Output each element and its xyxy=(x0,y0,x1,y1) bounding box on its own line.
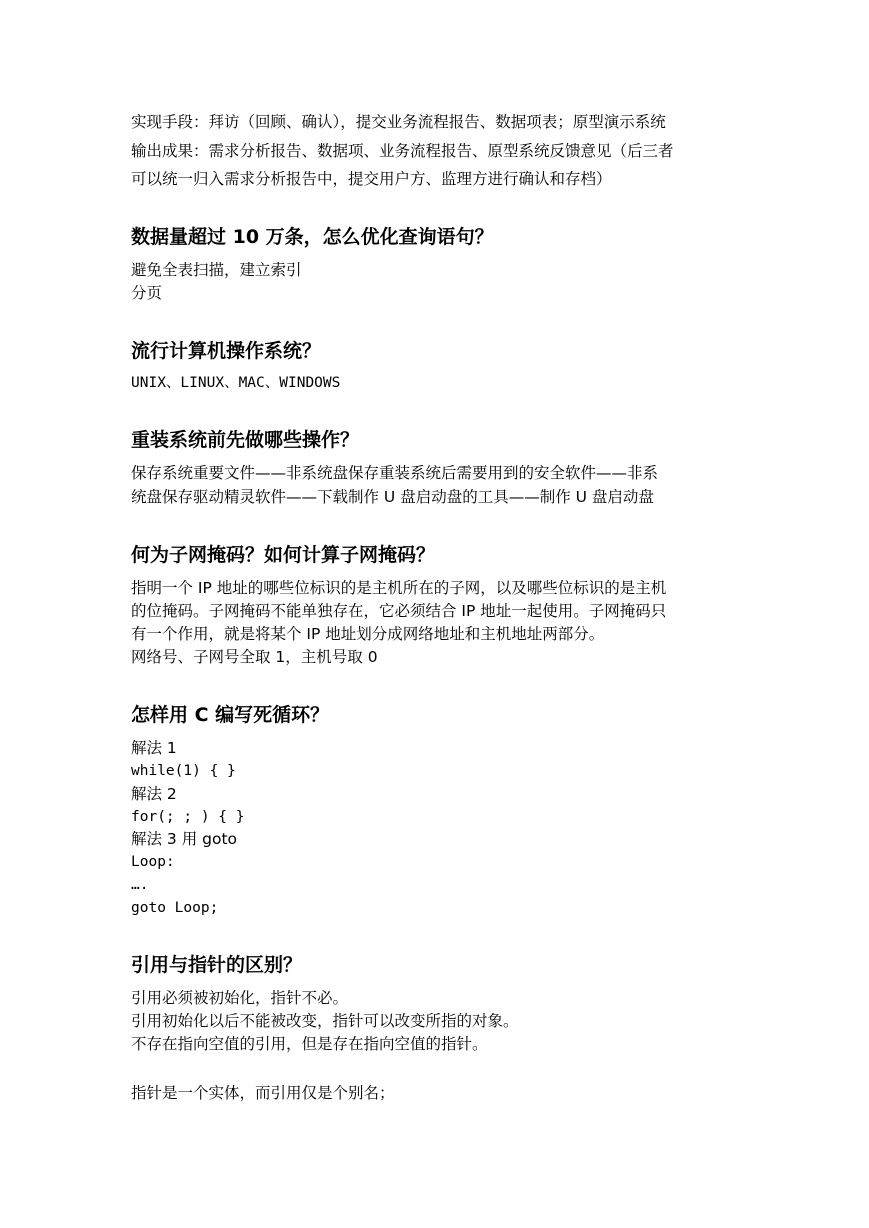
section-line: 的位掩码。子网掩码不能单独存在，它必须结合 IP 地址一起使用。子网掩码只 xyxy=(131,602,667,620)
section-line: 引用初始化以后不能被改变，指针可以改变所指的对象。 xyxy=(131,1012,519,1030)
section-line: 网络号、子网号全取 1，主机号取 0 xyxy=(131,648,378,666)
code-line: goto Loop; xyxy=(131,900,219,916)
section-heading: 重装系统前先做哪些操作？ xyxy=(131,429,360,451)
section-line: 解法 2 xyxy=(131,785,177,803)
section-line: 指明一个 IP 地址的哪些位标识的是主机所在的子网，以及哪些位标识的是主机 xyxy=(131,579,667,597)
section-heading: 何为子网掩码？如何计算子网掩码？ xyxy=(131,544,436,566)
intro-line: 实现手段：拜访（回顾、确认），提交业务流程报告、数据项表；原型演示系统 xyxy=(131,113,666,131)
section-line: 解法 1 xyxy=(131,739,177,757)
code-line: …. xyxy=(131,877,149,893)
section-line: 避免全表扫描，建立索引 xyxy=(131,261,302,279)
section-line: 指针是一个实体，而引用仅是个别名； xyxy=(131,1084,395,1102)
section-line: 统盘保存驱动精灵软件——下载制作 U 盘启动盘的工具——制作 U 盘启动盘 xyxy=(131,488,654,506)
intro-line: 输出成果：需求分析报告、数据项、业务流程报告、原型系统反馈意见（后三者 xyxy=(131,142,674,160)
section-line: 分页 xyxy=(131,284,163,302)
section-line: 引用必须被初始化，指针不必。 xyxy=(131,989,349,1007)
section-line: 解法 3 用 goto xyxy=(131,830,238,848)
section-heading: 引用与指针的区别？ xyxy=(131,954,303,976)
code-line: Loop: xyxy=(131,854,175,870)
code-line: while(1) { } xyxy=(131,763,236,779)
intro-line: 可以统一归入需求分析报告中，提交用户方、监理方进行确认和存档） xyxy=(131,170,612,188)
section-heading: 流行计算机操作系统？ xyxy=(131,340,322,362)
section-line: 不存在指向空值的引用，但是存在指向空值的指针。 xyxy=(131,1035,488,1053)
section-heading: 数据量超过 10 万条，怎么优化查询语句？ xyxy=(131,226,494,248)
section-line: 有一个作用，就是将某个 IP 地址划分成网络地址和主机地址两部分。 xyxy=(131,625,605,643)
section-line: UNIX、LINUX、MAC、WINDOWS xyxy=(131,375,341,391)
section-heading: 怎样用 C 编写死循环？ xyxy=(131,704,330,726)
section-line: 保存系统重要文件——非系统盘保存重装系统后需要用到的安全软件——非系 xyxy=(131,464,659,482)
code-line: for(; ; ) { } xyxy=(131,809,245,825)
